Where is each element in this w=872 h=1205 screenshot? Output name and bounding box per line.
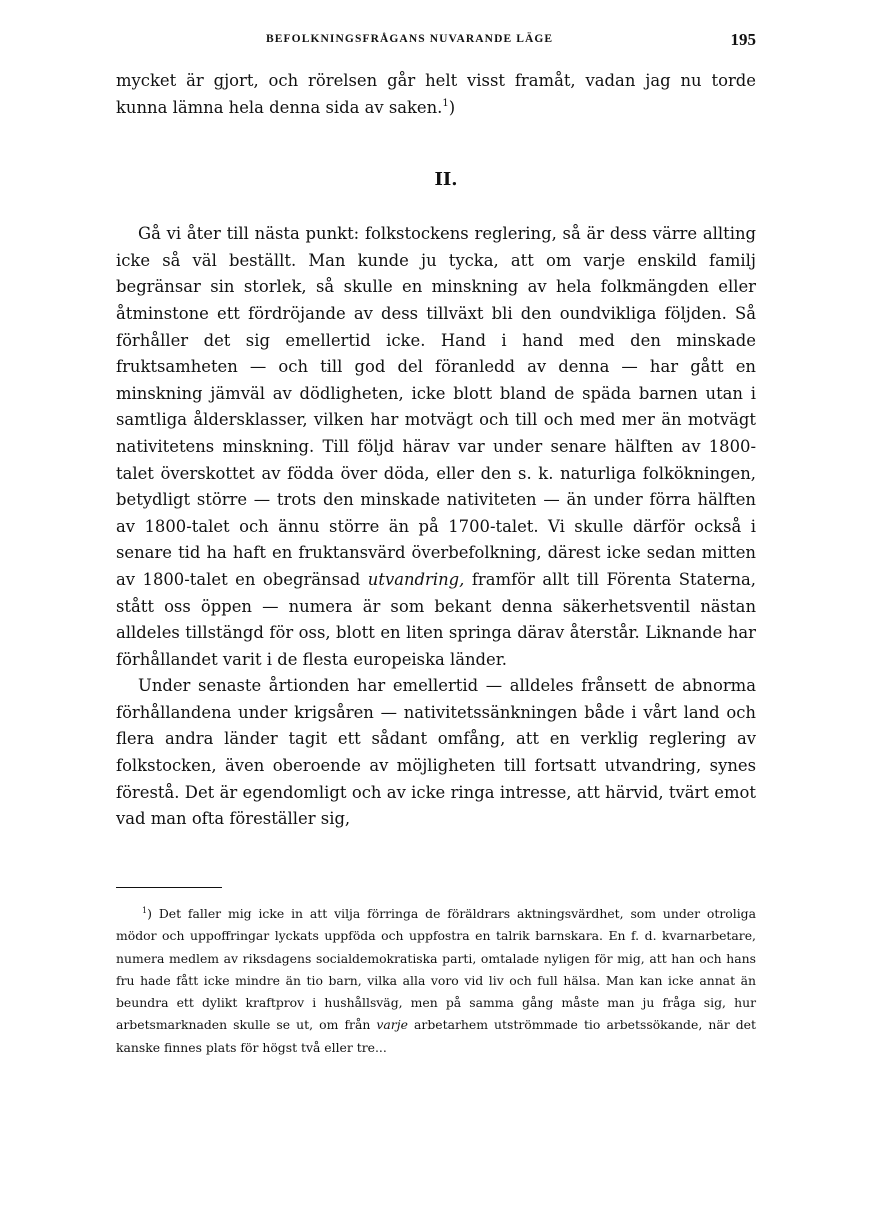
footnote-item — [116, 903, 756, 1059]
footnote-text-start: Det faller mig icke in att vilja förringa de föräldrars aktningsvärdhet, som under otroliga mödor och uppoffringar lyckats uppföda och uppfostra en talrik barnskara. En f. d. kvarnarbetare, numera medlem av riksdagens socialdemokratiska parti, omtalade nyligen för mig, att han och hans fru hade fått icke mindre än tio barn, vilka alla voro vid liv och full hälsa. Man kan icke annat än beundra ett dylikt kraftprov i hushållsväg, men på samma gång måste man ju fråga sig, hur arbetsmarknaden skulle se ut, om från — [116, 906, 756, 1033]
opening-paragraph — [116, 68, 756, 121]
footnote-mark: 1 — [142, 906, 148, 915]
footnote-text-end: arbetarhem utströmmade tio arbetssökande, när det kanske finnes plats för högst två eller tre... — [116, 1017, 756, 1055]
section-heading: II. — [434, 169, 458, 191]
footnotes — [116, 903, 756, 1059]
footnote-reference: 1 — [442, 97, 449, 109]
paragraph-one-text-start: Gå vi åter till nästa punkt: folkstockens reglering, så är dess värre allting icke så väl beställt. Man kunde ju tycka, att om varje enskild familj begränsar sin storlek, så skulle en minskning av hela folkmängden eller åtminstone ett fördröjande av dess tillväxt bli den oundvikliga följden. Så förhåller det sig emellertid icke. Hand i hand med den minskade fruktsamheten — och till god del föranledd av denna — har gått en minskning jämväl av dödligheten, icke blott bland de späda barnen utan i samtliga åldersklasser, vilken har motvägt och till och med mer än motvägt nativitetens minskning. Till följd härav var under senare hälften av 1800-talet överskottet av födda över döda, eller den s. k. naturliga folkökningen, betydligt större — trots den minskade nativiteten — än under förra hälften av 1800-talet och ännu större än på 1700-talet. Vi skulle därför också i senare tid ha haft en fruktansvärd överbefolkning, därest icke sedan mitten av 1800-talet en obegränsad — [116, 224, 756, 589]
footnote-mark-close: ) — [147, 906, 152, 921]
footnote-reference-close: ) — [448, 97, 456, 117]
main-text — [116, 68, 756, 833]
page-number: 195 — [730, 30, 756, 49]
running-title: BEFOLKNINGSFRÅGANS NUVARANDE LÄGE — [266, 33, 554, 45]
opening-paragraph-text: mycket är gjort, och rörelsen går helt visst framåt, vadan jag nu torde kunna lämna hela denna sida av saken. — [116, 71, 756, 117]
paragraph-two: Under senaste årtionden har emellertid — alldeles frånsett de abnorma förhållandena under krigsåren — nativitetssänkningen både i vårt land och flera andra länder tagit ett sådant omfång, att en verklig reglering av folkstocken, även oberoende av möjligheten till fortsatt utvandring, synes förestå. Det är egendomligt och av icke ringa intresse, att härvid, tvärt emot vad man ofta föreställer sig, — [116, 676, 756, 829]
emphasis-utvandring: utvandring, — [367, 569, 465, 589]
paragraph-one — [116, 221, 756, 673]
paragraph-one-text-end: framför allt till Förenta Staterna, stått oss öppen — numera är som bekant denna säkerhetsventil nästan alldeles tillstängd för oss, blott en liten springa därav återstår. Liknande har förhållandet varit i de flesta europeiska länder. — [116, 569, 757, 669]
emphasis-varje: varje — [376, 1017, 408, 1033]
footnote-divider — [116, 887, 222, 888]
running-header — [116, 30, 756, 52]
